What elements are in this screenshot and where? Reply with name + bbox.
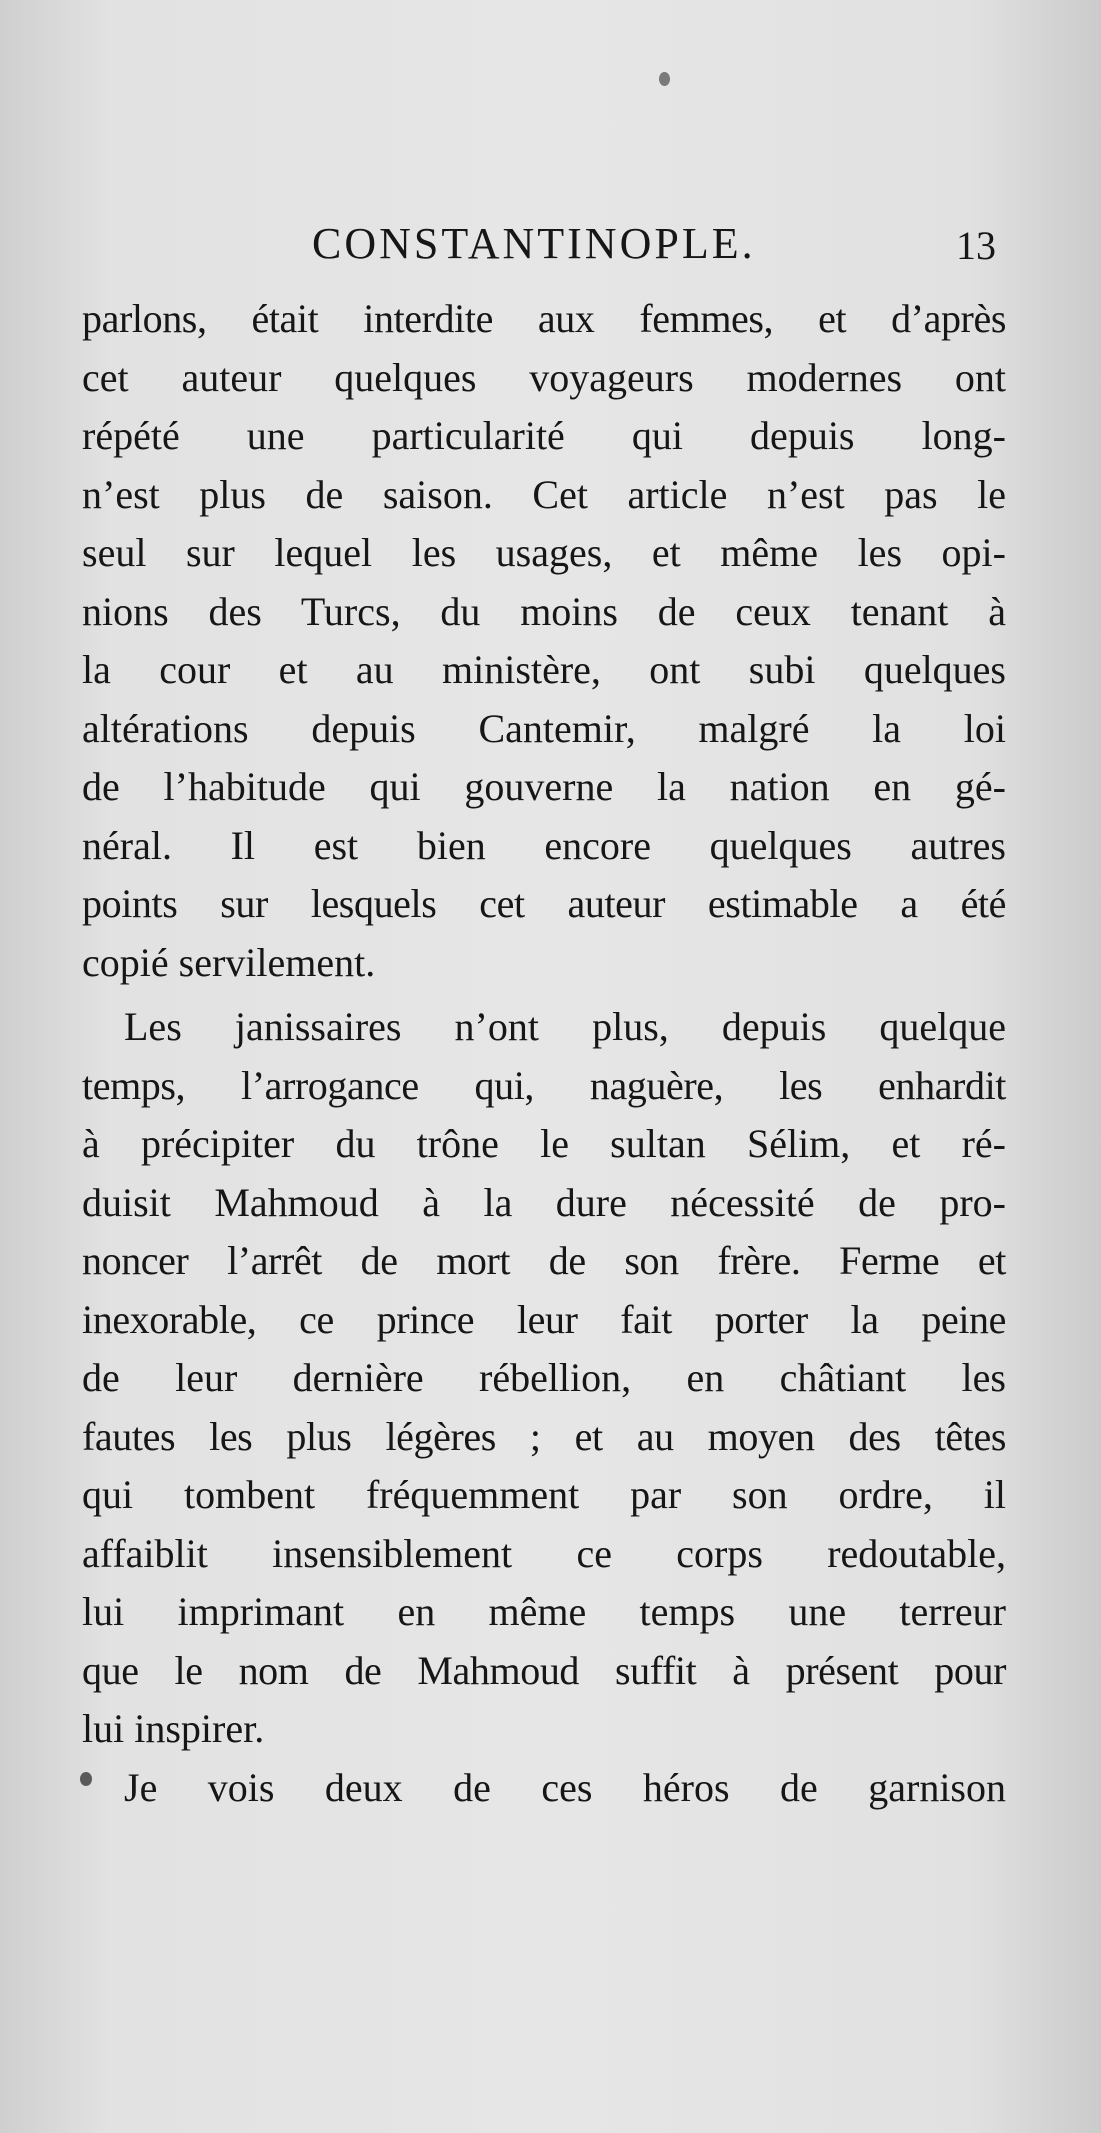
text-line: duisit Mahmoud à la dure nécessité de pro- <box>82 1179 1006 1225</box>
text-line: lui imprimant en même temps une terreur <box>82 1589 1006 1634</box>
text-line: cet auteur quelques voyageurs modernes ont <box>82 354 1006 400</box>
text-line: affaiblit insensiblement ce corps redoutable, <box>82 1530 1006 1576</box>
text-line: néral. Il est bien encore quelques autres <box>82 822 1006 868</box>
text-line: de l’habitude qui gouverne la nation en gé- <box>82 764 1006 809</box>
text-line: Les janissaires n’ont plus, depuis quelque <box>124 1004 1006 1049</box>
ink-spot <box>659 72 670 86</box>
page-number: 13 <box>956 223 996 268</box>
text-line: fautes les plus légères ; et au moyen des têtes <box>82 1413 1006 1459</box>
text-line: de leur dernière rébellion, en châtiant les <box>82 1355 1006 1400</box>
body-text <box>82 290 1006 1817</box>
ink-spot <box>80 1772 92 1786</box>
text-line: répété une particularité qui depuis long- <box>82 413 1006 458</box>
text-line: noncer l’arrêt de mort de son frère. Ferme et <box>82 1238 1006 1283</box>
text-line: points sur lesquels cet auteur estimable a été <box>82 881 1006 926</box>
text-line: nions des Turcs, du moins de ceux tenant à <box>82 588 1006 634</box>
text-line: temps, l’arrogance qui, naguère, les enhardit <box>82 1062 1006 1108</box>
running-head-title: CONSTANTINOPLE. <box>312 219 756 268</box>
text-line: Je vois deux de ces héros de garnison <box>124 1764 1006 1810</box>
text-line: qui tombent fréquemment par son ordre, il <box>82 1472 1006 1517</box>
text-line: que le nom de Mahmoud suffit à présent pour <box>82 1647 1006 1693</box>
text-line: seul sur lequel les usages, et même les opi- <box>82 530 1006 575</box>
text-line: la cour et au ministère, ont subi quelques <box>82 647 1006 692</box>
text-line: copié servilement. <box>82 939 376 985</box>
text-line: lui inspirer. <box>82 1706 265 1751</box>
text-line: n’est plus de saison. Cet article n’est pas le <box>82 471 1006 517</box>
text-line: parlons, était interdite aux femmes, et d’après <box>82 296 1006 341</box>
text-line: inexorable, ce prince leur fait porter la peine <box>82 1296 1006 1342</box>
text-line: altérations depuis Cantemir, malgré la loi <box>82 705 1006 751</box>
text-line: à précipiter du trône le sultan Sélim, et ré- <box>82 1121 1006 1166</box>
